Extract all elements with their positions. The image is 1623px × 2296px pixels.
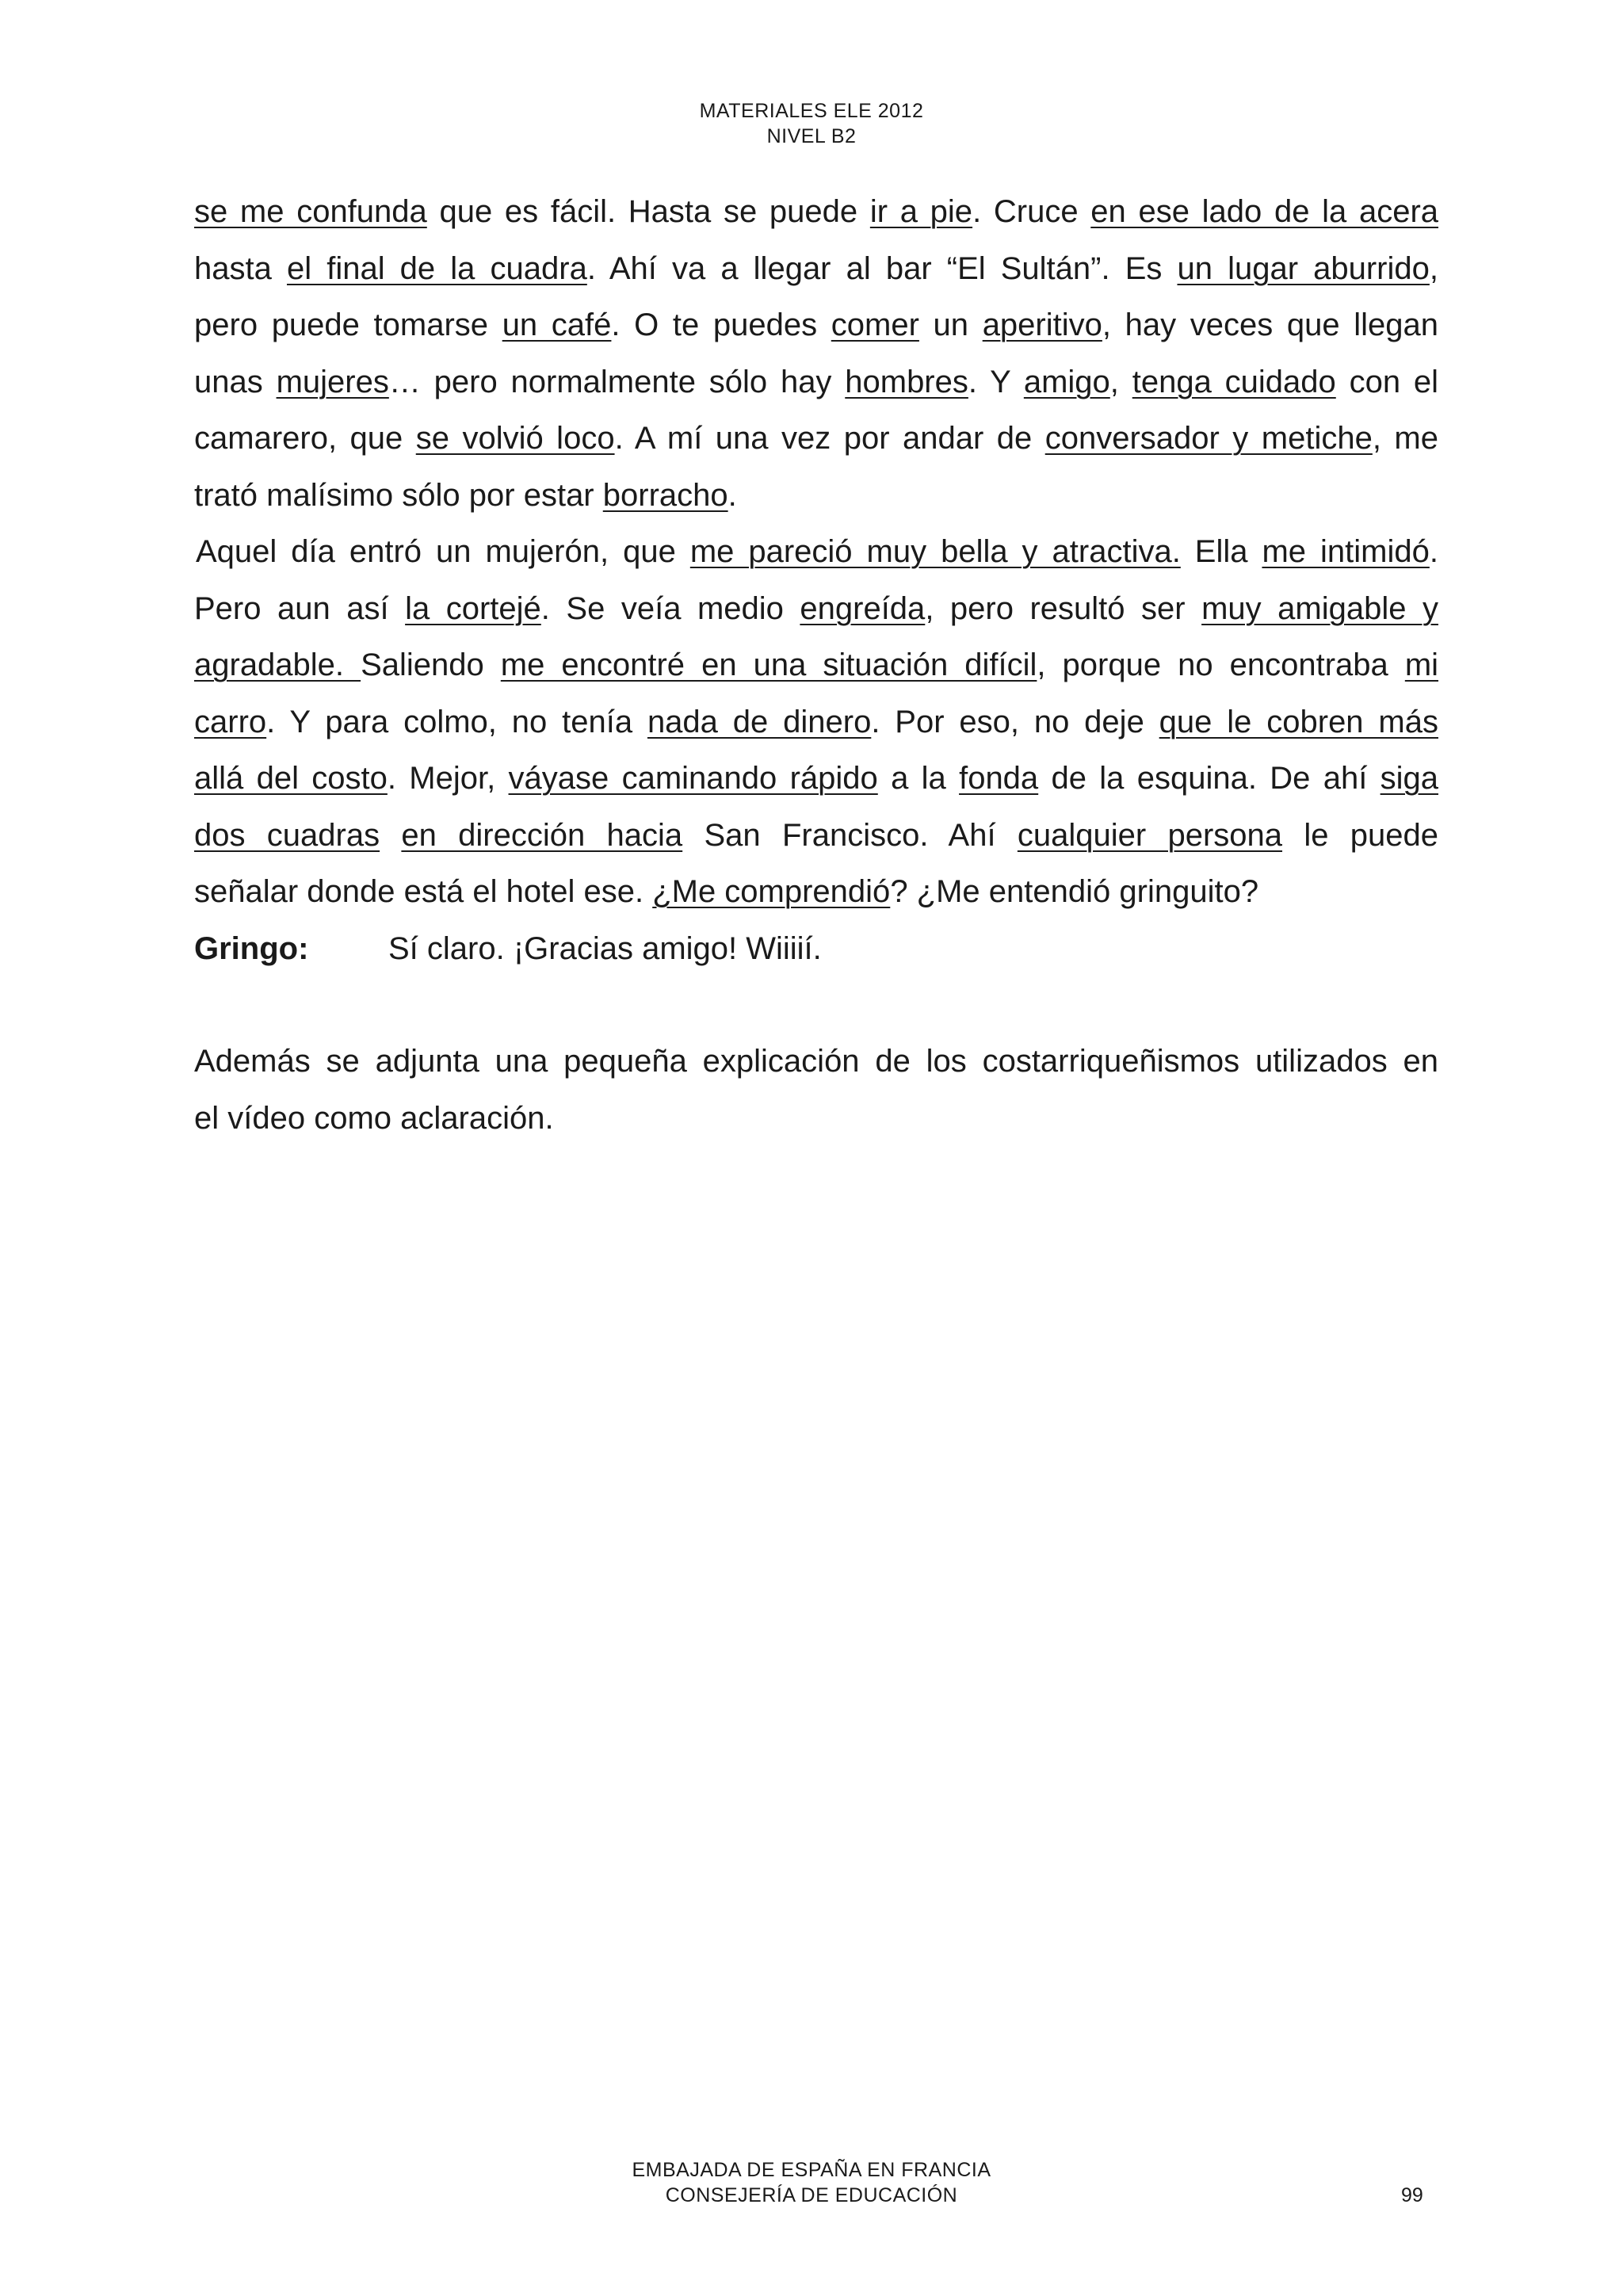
page-footer <box>0 2157 1623 2208</box>
speaker-name: Gringo: <box>194 930 309 966</box>
underlined-phrase: aperitivo <box>982 308 1102 342</box>
text-segment: . Y para colmo, no tenía <box>266 704 647 739</box>
text-segment: un <box>918 308 983 342</box>
page-header <box>0 98 1623 149</box>
underlined-phrase: agradable. <box>194 648 361 682</box>
underlined-phrase: cualquier persona <box>1017 817 1283 853</box>
underlined-phrase: ir a pie <box>869 194 973 229</box>
text-segment: Ella <box>1180 534 1262 569</box>
text-segment: , porque no encontraba <box>1037 648 1405 682</box>
underlined-phrase: muy amigable y <box>1201 590 1438 626</box>
text-line <box>194 411 1438 468</box>
text-segment: , hay veces que llegan <box>1102 308 1439 342</box>
underlined-phrase: el final de la cuadra <box>286 250 587 286</box>
underlined-phrase: carro <box>194 704 267 739</box>
text-segment: . Cruce <box>972 194 1091 229</box>
text-segment: . O te puedes <box>611 308 831 342</box>
text-segment: . Por eso, no deje <box>871 704 1159 739</box>
underlined-phrase: conversador y metiche <box>1044 421 1373 456</box>
text-segment: . <box>727 477 737 513</box>
underlined-phrase: comer <box>831 308 919 342</box>
underlined-phrase: váyase caminando rápido <box>508 761 878 796</box>
underlined-phrase: me pareció muy bella y atractiva. <box>689 534 1181 569</box>
text-segment: a la <box>877 761 960 796</box>
text-segment: , pero resultó ser <box>925 590 1202 626</box>
underlined-phrase: hombres <box>845 364 968 399</box>
document-body <box>194 184 1438 1147</box>
text-segment: . A mí una vez por andar de <box>614 421 1045 456</box>
text-segment: , <box>1429 250 1439 286</box>
text-segment: que es fácil. Hasta se puede <box>426 194 870 229</box>
text-line <box>194 808 1438 865</box>
underlined-phrase: un café <box>502 308 612 342</box>
underlined-phrase: engreída <box>800 590 926 626</box>
underlined-phrase: fonda <box>959 761 1039 796</box>
text-segment: de la esquina. De ahí <box>1038 761 1381 796</box>
underlined-phrase: en ese lado de la acera <box>1090 194 1439 229</box>
text-segment: . Y <box>968 364 1024 399</box>
text-line <box>194 468 1438 525</box>
underlined-phrase: tenga cuidado <box>1132 364 1336 399</box>
text-segment: Pero aun así <box>194 590 406 626</box>
text-segment: . <box>1429 534 1438 569</box>
text-line <box>194 864 1438 921</box>
text-segment: . Ahí va a llegar al bar “El Sultán”. Es <box>586 250 1178 286</box>
underlined-phrase: en dirección hacia <box>401 817 683 853</box>
underlined-phrase: amigo <box>1023 364 1110 399</box>
underlined-phrase: me encontré en una situación difícil <box>500 648 1037 682</box>
text-segment: Saliendo <box>361 648 501 682</box>
text-segment: . Mejor, <box>387 761 509 796</box>
underlined-phrase: ¿Me comprendió <box>652 874 891 909</box>
underlined-phrase: dos cuadras <box>194 817 380 853</box>
underlined-phrase: un lugar aburrido <box>1177 250 1430 286</box>
text-line <box>194 354 1438 411</box>
underlined-phrase: me intimidó <box>1262 534 1430 569</box>
text-segment: … pero normalmente sólo hay <box>388 364 846 399</box>
paragraph-gap <box>194 977 1438 1033</box>
text-segment: camarero, que <box>194 421 416 456</box>
text-segment: le puede <box>1282 817 1438 853</box>
text-line: el vídeo como aclaración. <box>194 1100 554 1136</box>
text-line <box>194 694 1438 751</box>
underlined-phrase: siga <box>1380 761 1439 796</box>
underlined-phrase: mi <box>1404 648 1439 682</box>
header-title: MATERIALES ELE 2012 <box>699 100 924 122</box>
underlined-phrase: que le cobren más <box>1159 704 1438 739</box>
text-segment: ? ¿Me entendió gringuito? <box>890 874 1259 909</box>
text-segment: . Se veía medio <box>540 590 800 626</box>
text-line <box>194 581 1438 638</box>
text-segment: , <box>1109 364 1132 399</box>
dialogue-text: Sí claro. ¡Gracias amigo! Wiiiií. <box>388 930 822 966</box>
footer-department: CONSEJERÍA DE EDUCACIÓN <box>665 2184 958 2206</box>
text-line <box>194 297 1438 354</box>
underlined-phrase: nada de dinero <box>647 704 872 739</box>
text-line: Además se adjunta una pequeña explicación de los costarriqueñismos utilizados en <box>194 1044 1438 1079</box>
text-line <box>194 241 1438 298</box>
text-segment: Aquel día entró un mujerón, que <box>196 534 690 569</box>
underlined-phrase: la cortejé <box>405 590 541 626</box>
underlined-phrase: allá del costo <box>194 761 388 796</box>
footer-embassy: EMBAJADA DE ESPAÑA EN FRANCIA <box>632 2159 991 2181</box>
page-number: 99 <box>1401 2184 1423 2206</box>
text-segment: , me <box>1372 421 1438 456</box>
underlined-phrase: borracho <box>602 477 728 513</box>
text-line <box>194 637 1438 694</box>
text-segment: unas <box>194 364 277 399</box>
underlined-phrase: se volvió loco <box>415 421 615 456</box>
text-segment <box>380 818 401 853</box>
text-segment: San Francisco. Ahí <box>682 817 1018 853</box>
text-segment: pero puede tomarse <box>194 308 502 342</box>
text-segment: señalar donde está el hotel ese. <box>194 874 653 909</box>
dialogue-line <box>194 921 1438 978</box>
underlined-phrase: se me confunda <box>194 194 427 229</box>
text-line <box>194 184 1438 241</box>
text-segment: trató malísimo sólo por estar <box>194 477 603 513</box>
text-line <box>194 524 1438 581</box>
text-line <box>194 751 1438 808</box>
header-level: NIVEL B2 <box>766 125 857 147</box>
underlined-phrase: mujeres <box>276 364 389 399</box>
text-segment: hasta <box>194 250 287 286</box>
text-segment: con el <box>1335 364 1439 399</box>
